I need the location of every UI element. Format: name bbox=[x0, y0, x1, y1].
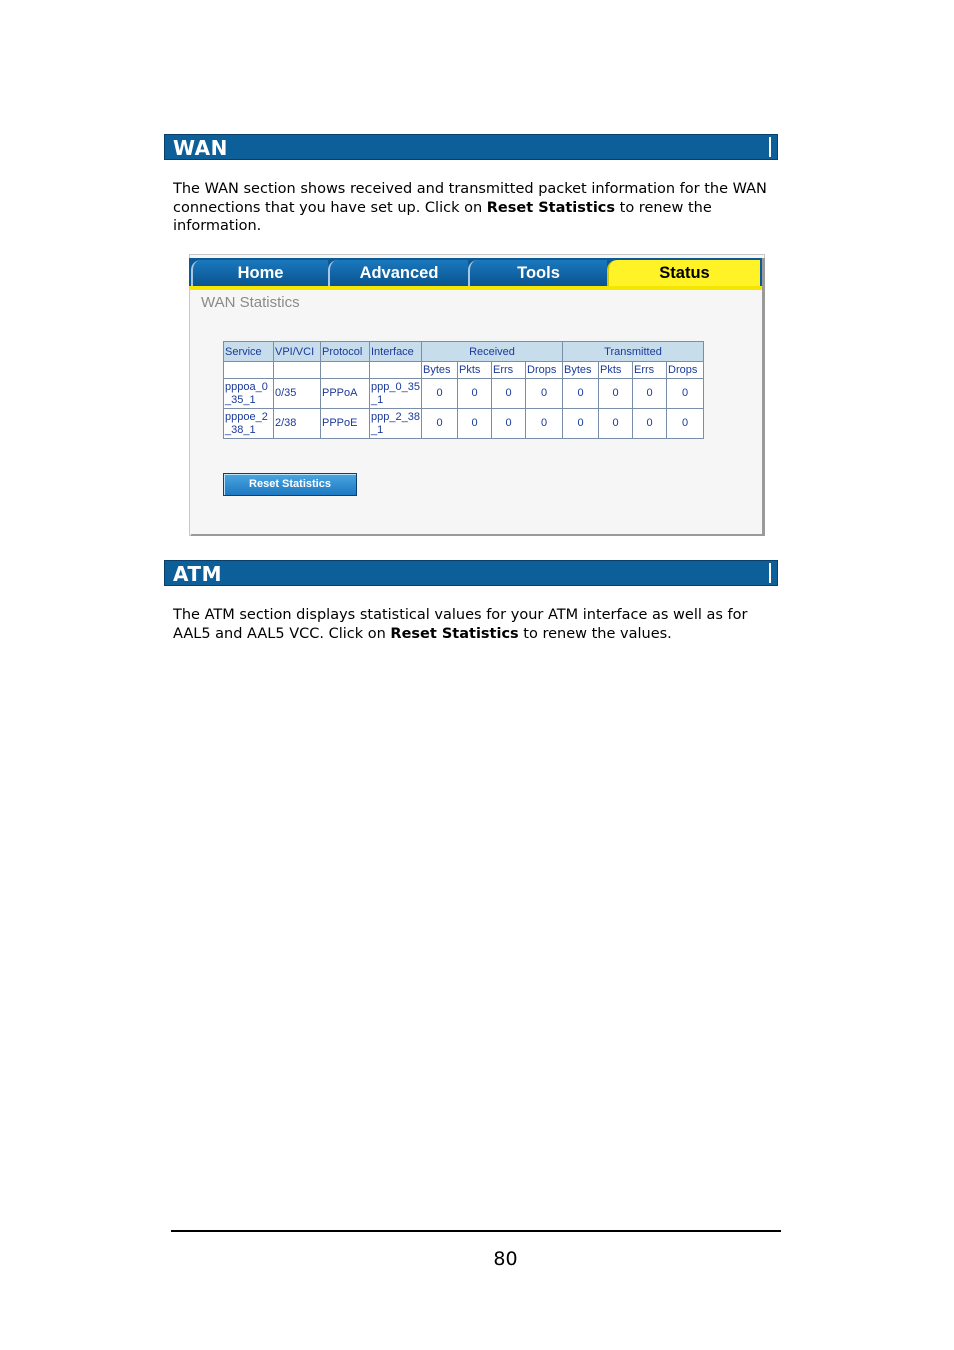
reset-statistics-button[interactable]: Reset Statistics bbox=[223, 473, 357, 496]
cell-rx-drops: 0 bbox=[526, 409, 563, 439]
table-row bbox=[224, 379, 704, 409]
header-interface: Interface bbox=[370, 342, 422, 362]
tab-advanced[interactable]: Advanced bbox=[328, 260, 468, 286]
header-endcap bbox=[769, 137, 775, 157]
subheader-tx-bytes: Bytes bbox=[563, 362, 599, 379]
wan-section-title: WAN bbox=[173, 136, 228, 160]
cell-tx-errs: 0 bbox=[633, 379, 667, 409]
cell-tx-bytes: 0 bbox=[563, 379, 599, 409]
cell-rx-drops: 0 bbox=[526, 379, 563, 409]
nav-tabs bbox=[189, 258, 762, 290]
atm-text-after: to renew the values. bbox=[518, 625, 672, 642]
footer-rule bbox=[171, 1230, 781, 1232]
cell-tx-pkts: 0 bbox=[599, 409, 633, 439]
tab-home[interactable]: Home bbox=[191, 260, 328, 286]
tab-status[interactable]: Status bbox=[607, 260, 760, 286]
wan-description bbox=[173, 180, 773, 236]
subheader-empty bbox=[321, 362, 370, 379]
cell-rx-errs: 0 bbox=[492, 409, 526, 439]
header-protocol: Protocol bbox=[321, 342, 370, 362]
subheader-empty bbox=[370, 362, 422, 379]
atm-section-title: ATM bbox=[173, 562, 222, 586]
cell-service: pppoe_2_38_1 bbox=[224, 409, 274, 439]
atm-section-header bbox=[164, 560, 778, 586]
cell-tx-bytes: 0 bbox=[563, 409, 599, 439]
subheader-empty bbox=[274, 362, 321, 379]
header-transmitted: Transmitted bbox=[563, 342, 704, 362]
header-vpivci: VPI/VCI bbox=[274, 342, 321, 362]
cell-service: pppoa_0_35_1 bbox=[224, 379, 274, 409]
cell-protocol: PPPoA bbox=[321, 379, 370, 409]
wan-section-header bbox=[164, 134, 778, 160]
cell-interface: ppp_2_38_1 bbox=[370, 409, 422, 439]
atm-text-before: The ATM section displays statistical values for your ATM interface as well as for AAL5 and AAL5 VCC. Click on bbox=[173, 607, 748, 642]
wan-statistics-title: WAN Statistics bbox=[201, 294, 300, 311]
cell-rx-pkts: 0 bbox=[458, 409, 492, 439]
subheader-empty bbox=[224, 362, 274, 379]
cell-vpivci: 0/35 bbox=[274, 379, 321, 409]
cell-tx-errs: 0 bbox=[633, 409, 667, 439]
subheader-rx-bytes: Bytes bbox=[422, 362, 458, 379]
table-subheader-row bbox=[224, 362, 704, 379]
atm-text-bold: Reset Statistics bbox=[390, 625, 519, 642]
subheader-tx-errs: Errs bbox=[633, 362, 667, 379]
cell-rx-pkts: 0 bbox=[458, 379, 492, 409]
atm-description bbox=[173, 606, 773, 643]
cell-tx-pkts: 0 bbox=[599, 379, 633, 409]
cell-interface: ppp_0_35_1 bbox=[370, 379, 422, 409]
screenshot-shadow-right bbox=[762, 258, 765, 536]
screenshot-shadow-bottom bbox=[191, 534, 765, 536]
wan-text-bold: Reset Statistics bbox=[486, 199, 616, 216]
cell-rx-errs: 0 bbox=[492, 379, 526, 409]
page-number: 80 bbox=[493, 1248, 518, 1270]
cell-tx-drops: 0 bbox=[667, 379, 704, 409]
cell-protocol: PPPoE bbox=[321, 409, 370, 439]
wan-text-after: to renew the information. bbox=[173, 199, 712, 234]
subheader-tx-pkts: Pkts bbox=[599, 362, 633, 379]
wan-statistics-table bbox=[223, 341, 704, 439]
cell-rx-bytes: 0 bbox=[422, 409, 458, 439]
table-header-row bbox=[224, 342, 704, 362]
header-service: Service bbox=[224, 342, 274, 362]
subheader-rx-drops: Drops bbox=[526, 362, 563, 379]
cell-rx-bytes: 0 bbox=[422, 379, 458, 409]
tab-tools[interactable]: Tools bbox=[468, 260, 607, 286]
header-received: Received bbox=[422, 342, 563, 362]
cell-vpivci: 2/38 bbox=[274, 409, 321, 439]
subheader-tx-drops: Drops bbox=[667, 362, 704, 379]
table-row bbox=[224, 409, 704, 439]
cell-tx-drops: 0 bbox=[667, 409, 704, 439]
wan-text-before: The WAN section shows received and transmitted packet information for the WAN connections that you have set up. Click on bbox=[173, 181, 767, 216]
header-endcap bbox=[769, 563, 775, 583]
subheader-rx-errs: Errs bbox=[492, 362, 526, 379]
subheader-rx-pkts: Pkts bbox=[458, 362, 492, 379]
